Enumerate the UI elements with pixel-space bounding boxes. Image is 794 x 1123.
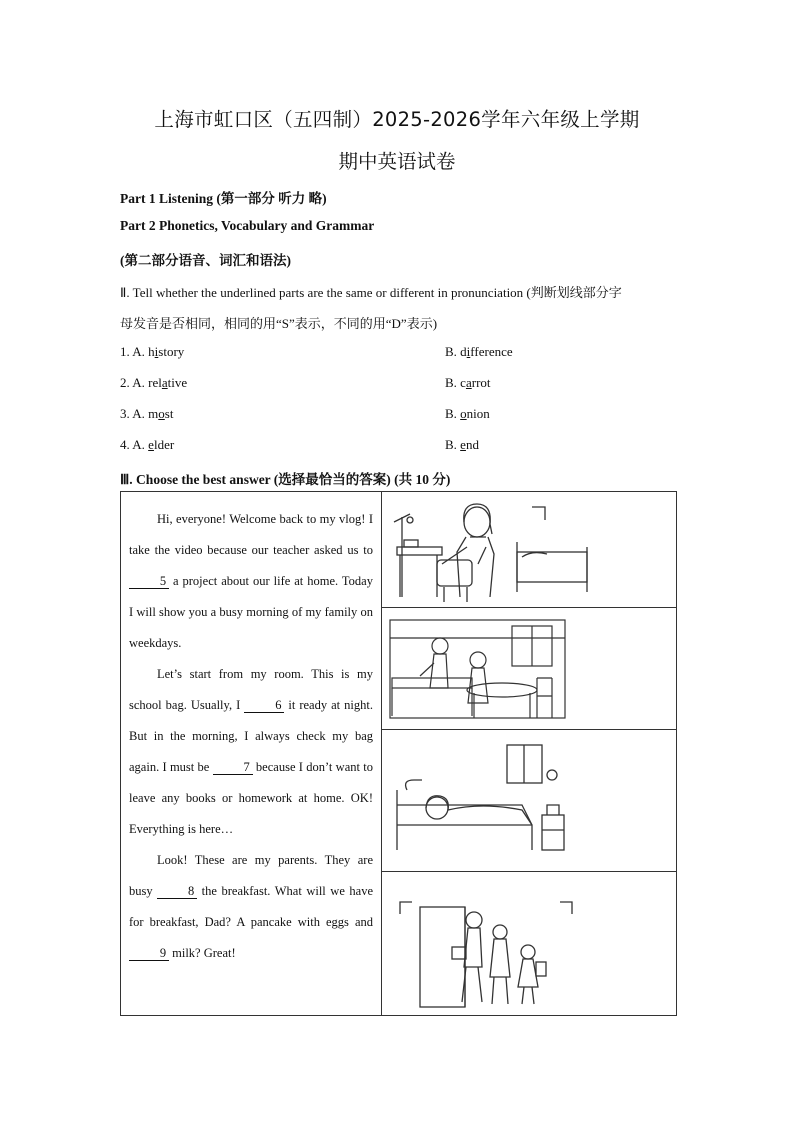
passage-paragraph-3: Look! These are my parents. They are busy 8 the breakfast. What will we have for breakfast, Dad? A pancake with eggs and 9 milk? Great! bbox=[129, 853, 373, 960]
phonetics-item-2-b: B. carrot bbox=[445, 375, 491, 390]
passage-paragraph-2: Let’s start from my room. This is my school bag. Usually, I 6 it ready at night. But in the morning, I always check my bag again. I must be 7 because I don’t want to leave any books or homework at home. OK! Everything is here… bbox=[129, 667, 373, 836]
phonetics-item-4-b: B. end bbox=[445, 437, 479, 452]
girl-in-bed-image bbox=[382, 730, 677, 871]
phonetics-item-1-b: B. difference bbox=[445, 344, 513, 359]
exam-title-line2: 期中英语试卷 bbox=[338, 150, 456, 173]
section2-instruction-line2: 母发音是否相同，相同的用“S”表示，不同的用“D”表示) bbox=[120, 316, 438, 331]
family-leaving-image bbox=[382, 872, 677, 1015]
part2-heading: Part 2 Phonetics, Vocabulary and Grammar bbox=[120, 218, 375, 233]
section3-heading: Ⅲ. Choose the best answer (选择最恰当的答案) (共 10 分) bbox=[120, 472, 451, 487]
phonetics-item-3-a: 3. A. most bbox=[120, 406, 174, 421]
part1-heading: Part 1 Listening (第一部分 听力 略) bbox=[120, 191, 327, 206]
illustration-girl-packing-bag bbox=[382, 492, 677, 608]
passage-text bbox=[121, 492, 382, 1016]
blank-8[interactable]: 8 bbox=[157, 885, 197, 899]
phonetics-item-4-a: 4. A. elder bbox=[120, 437, 175, 452]
blank-5[interactable]: 5 bbox=[129, 575, 169, 589]
passage-paragraph-1: Hi, everyone! Welcome back to my vlog! I take the video because our teacher asked us to 5 a project about our life at home. Today I will show you a busy morning of my family on weekdays. bbox=[129, 512, 373, 650]
blank-7[interactable]: 7 bbox=[213, 761, 253, 775]
illustration-girl-in-bed bbox=[382, 730, 677, 872]
kitchen-cooking-image bbox=[382, 608, 677, 729]
blank-9[interactable]: 9 bbox=[129, 947, 169, 961]
section2-instruction-line1: Ⅱ. Tell whether the underlined parts are the same or different in pronunciation (判断划线部分字 bbox=[120, 285, 622, 300]
blank-6[interactable]: 6 bbox=[244, 699, 284, 713]
part2-subheading: (第二部分语音、词汇和语法) bbox=[120, 253, 291, 268]
illustration-kitchen-cooking bbox=[382, 608, 677, 730]
phonetics-item-3-b: B. onion bbox=[445, 406, 490, 421]
phonetics-item-2-a: 2. A. relative bbox=[120, 375, 188, 390]
passage-table bbox=[120, 491, 677, 1016]
illustration-family-leaving bbox=[382, 872, 677, 1016]
girl-packing-bag-image bbox=[382, 492, 677, 607]
phonetics-item-1-a: 1. A. history bbox=[120, 344, 185, 359]
exam-title-line1: 上海市虹口区（五四制）2025-2026学年六年级上学期 bbox=[154, 108, 640, 131]
